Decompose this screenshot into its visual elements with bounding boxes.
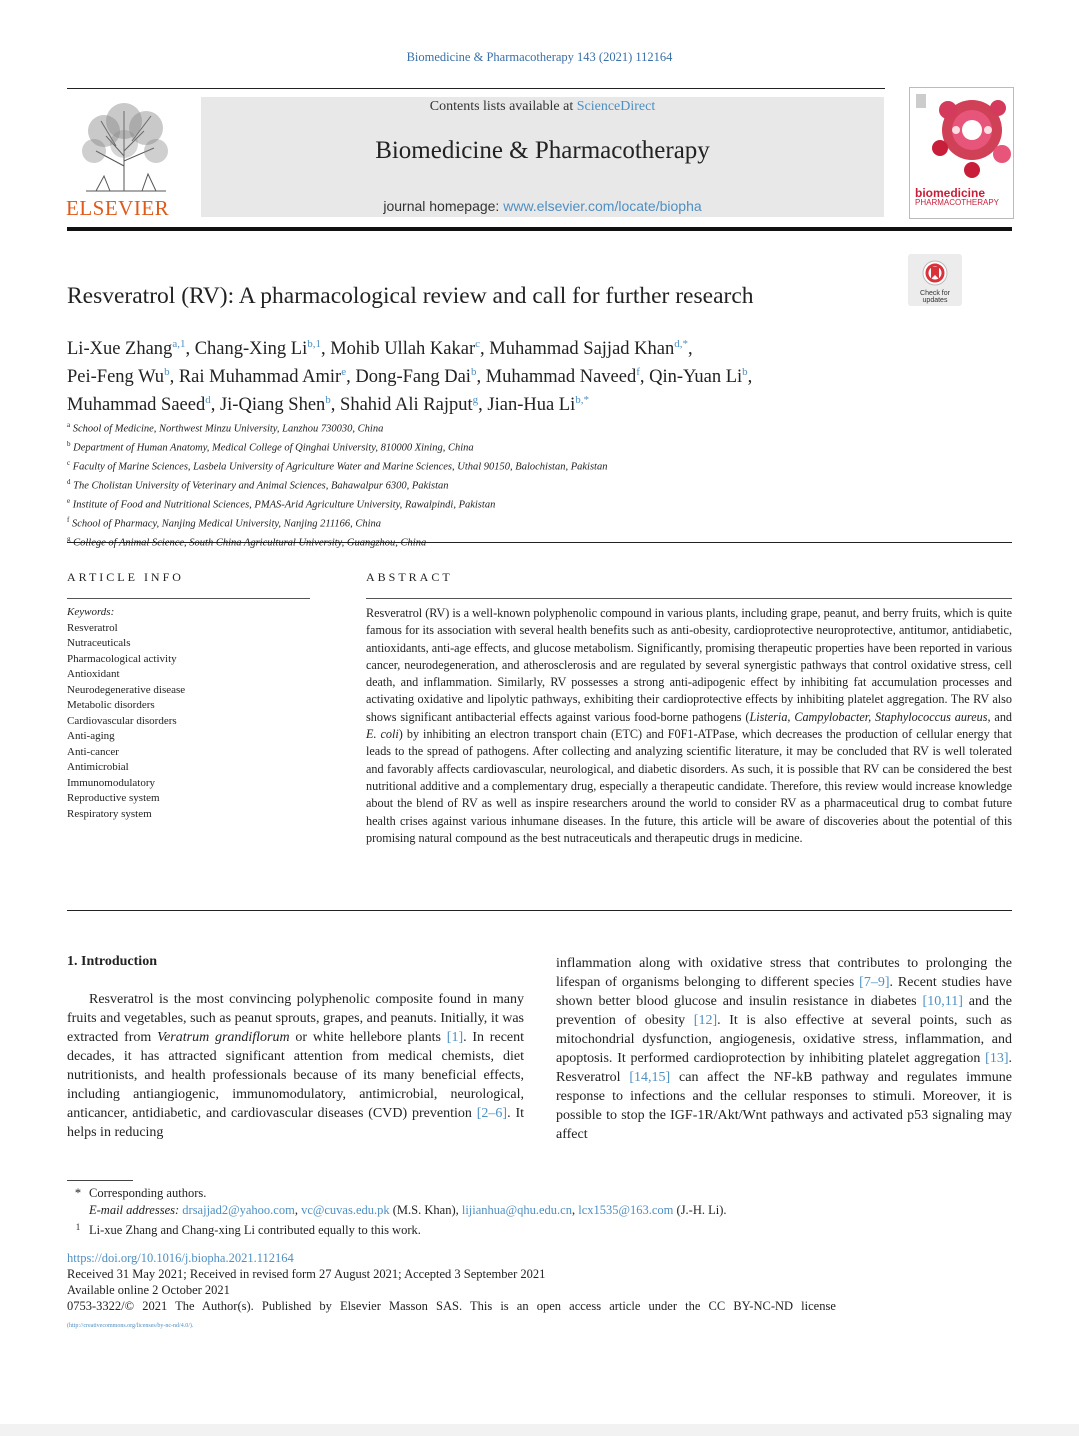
affiliation-key: g — [67, 535, 71, 543]
affiliation-key: e — [67, 497, 71, 505]
journal-cover[interactable] — [909, 87, 1014, 219]
author-affiliation-marker[interactable]: b — [470, 366, 477, 378]
author-line-3 — [67, 389, 752, 417]
keyword-item: Anti-aging — [67, 730, 115, 742]
citation-link[interactable]: [7–9] — [859, 975, 890, 990]
article-info-rule — [67, 598, 310, 599]
elsevier-tree-icon — [66, 96, 184, 196]
author-affiliation-marker[interactable]: b — [325, 394, 331, 406]
author-name[interactable]: Chang-Xing Li — [194, 339, 308, 359]
affiliation-item — [67, 418, 607, 437]
keyword-item: Cardiovascular disorders — [67, 714, 177, 727]
author-name[interactable]: Qin-Yuan Li — [649, 367, 743, 387]
author-affiliation-marker[interactable]: g — [472, 394, 479, 406]
citation-link[interactable]: [10,11] — [922, 994, 963, 1009]
citation-link[interactable]: [12] — [693, 1013, 718, 1028]
homepage-link[interactable]: www.elsevier.com/locate/biopha — [503, 198, 702, 214]
cover-art-icon — [910, 88, 1013, 188]
author-separator: , — [185, 339, 195, 359]
affiliation-text: School of Medicine, Northwest Minzu University, Lanzhou 730030, China — [72, 423, 384, 435]
affiliation-text: Institute of Food and Nutritional Sciences, PMAS-Arid Agriculture University, Rawalpindi, Pakistan — [72, 499, 496, 511]
author-separator: , — [330, 395, 341, 415]
author-line-2 — [67, 361, 752, 389]
license-line: 0753-3322/© 2021 The Author(s). Published by Elsevier Masson SAS. This is an open access article under the CC BY-NC-ND license — [67, 1299, 836, 1313]
author-affiliation-marker[interactable]: b — [742, 366, 748, 378]
affiliation-item — [67, 475, 607, 494]
abstract-heading: ABSTRACT — [366, 570, 453, 584]
cover-subtitle: PHARMACOTHERAPY — [915, 198, 1000, 207]
publication-info — [67, 1250, 836, 1314]
author-separator: , — [480, 339, 490, 359]
citation-link[interactable]: [1] — [446, 1030, 464, 1045]
author-name[interactable]: Pei-Feng Wu — [67, 367, 165, 387]
abstract-rule — [366, 598, 1012, 599]
article-info-heading: ARTICLE INFO — [67, 570, 184, 584]
publisher-name: ELSEVIER — [66, 196, 170, 220]
author-name[interactable]: Muhammad Saeed — [67, 395, 206, 415]
affiliation-text: Department of Human Anatomy, Medical College of Qinghai University, 810000 Xining, China — [73, 442, 474, 454]
sciencedirect-link[interactable]: ScienceDirect — [576, 99, 656, 114]
elsevier-logo[interactable] — [66, 96, 184, 220]
author-name[interactable]: Ji-Qiang Shen — [219, 395, 326, 415]
author-affiliation-marker[interactable]: d — [205, 394, 211, 406]
email-link[interactable]: lcx1535@163.com — [578, 1203, 674, 1217]
author-affiliation-marker[interactable]: f — [636, 366, 640, 378]
keyword-item: Immunomodulatory — [67, 776, 155, 789]
keyword-item: Resveratrol — [67, 621, 118, 634]
received-dates: Received 31 May 2021; Received in revised form 27 August 2021; Accepted 3 September 2021 — [67, 1267, 546, 1281]
author-separator: , — [687, 339, 693, 359]
email-footnote: E-mail addresses: drsajjad2@yahoo.com, vc@cuvas.edu.pk (M.S. Khan), lijianhua@qhu.edu.cn, lcx1535@163.com (J.-H. Li). — [89, 1203, 727, 1217]
intro-column-1: Resveratrol is the most convincing polyphenolic composite found in many fruits and vegetables, such as peanut sprouts, grapes, and peanuts. Initially, it was extracted from Veratrum grandiflorum or white hellebore plants [1]. In recent decades, it has attracted significant attention from medical chemists, diet nutritionists, and health professionals because of its many beneficial effects, including antiangiogenic, immunomodulatory, antimicrobial, neurological, anticancer, antidiabetic, and cardiovascular diseases (CVD) prevention [2–6]. It helps in reducing — [67, 992, 525, 1140]
affiliation-key: c — [67, 459, 71, 467]
author-affiliation-marker[interactable]: a,1 — [172, 338, 186, 350]
author-name[interactable]: Muhammad Naveed — [485, 367, 637, 387]
article-title: Resveratrol (RV): A pharmacological review and call for further research — [67, 283, 754, 309]
author-name[interactable]: Jian-Hua Li — [487, 395, 576, 415]
affiliation-item — [67, 494, 607, 513]
check-updates-label: Check for updates — [920, 290, 950, 304]
equal-contribution-footnote: 1 Li-xue Zhang and Chang-xing Li contributed equally to this work. — [75, 1222, 421, 1237]
keywords-list — [67, 605, 185, 822]
author-separator: , — [476, 367, 486, 387]
author-separator: , — [639, 367, 650, 387]
affiliation-key: a — [67, 421, 71, 429]
author-name[interactable]: Muhammad Sajjad Khan — [489, 339, 675, 359]
author-name[interactable]: Mohib Ullah Kakar — [330, 339, 476, 359]
header-rule — [67, 88, 885, 89]
author-affiliation-marker[interactable]: b — [164, 366, 170, 378]
affiliation-text: The Cholistan University of Veterinary and Animal Sciences, Bahawalpur 6300, Pakistan — [73, 480, 449, 492]
homepage-line: journal homepage: www.elsevier.com/locate/biopha — [383, 198, 702, 214]
citation-link[interactable]: [13] — [985, 1051, 1009, 1066]
affiliation-text: Faculty of Marine Sciences, Lasbela University of Agriculture Water and Marine Sciences, Uthal 90150, Balochistan, Pakistan — [72, 461, 608, 473]
keywords-label: Keywords: — [67, 606, 115, 618]
affiliation-list — [67, 418, 607, 551]
check-updates-icon — [920, 258, 950, 288]
available-online: Available online 2 October 2021 — [67, 1283, 230, 1297]
author-separator: , — [210, 395, 220, 415]
affiliation-text: College of Animal Science, South China Agricultural University, Guangzhou, China — [73, 537, 427, 549]
affiliation-item — [67, 437, 607, 456]
author-separator: , — [747, 367, 753, 387]
keyword-item: Reproductive system — [67, 792, 160, 804]
header-thick-rule — [67, 227, 1012, 231]
corresponding-footnote: * Corresponding authors. — [74, 1186, 207, 1200]
author-name[interactable]: Dong-Fang Dai — [355, 367, 471, 387]
abstract-text: Resveratrol (RV) is a well-known polyphenolic compound in various plants, including grape, peanut, and berry fruits, which is quite famous for its association with several health benefits such as anti-obesity, cardioprotective neuroprotective, antitumor, antidiabetic, antioxidants, anti-age effects, and glucose metabolism. Significantly, promising therapeutic properties have been reported in various cancer, neurodegeneration, and atherosclerosis and are regulated by several synergistic pathways that control oxidative stress, cell death, and inflammation. Similarly, RV possesses a strong anti-adipogenic effect by inhibiting fat accumulation processes and activating oxidative and lipolytic pathways, exhibiting their cardioprotective effects by inhibiting platelet aggregation. The RV also shows significant antibacterial effects against various food-borne pathogens (Listeria, Campylobacter, Staphylococcus aureus, and E. coli) by inhibiting an electron transport chain (ETC) and F0F1-ATPase, which decreases the production of cellular energy that leads to the spread of pathogens. After collecting and analyzing scientific literature, it may be concluded that RV is well tolerated and favorably affects cardiovascular, neurological, and diabetic disorders. As such, it is possible that RV can be considered the best nutritional additive and a complementary drug, especially a therapeutic candidate. Therefore, this review would increase knowledge about the blend of RV as well as inspire researchers around the world to consider RV as a pharmaceutical drug to combat future health crises against various inhumane diseases. In the future, this article will be aware of discoveries about the potential of this promising natural compound as the best nutraceuticals and therapeutic drugs in medicine. — [366, 606, 1013, 845]
intro-column-2: inflammation along with oxidative stress that contributes to prolonging the lifespan of organisms belonging to different species [7–9]. Recent studies have shown better blood glucose and insulin resistance in diabetes [10,11] and the prevention of obesity [12]. It is also effective at several points, such as mitochondrial dysfunction, angiogenesis, oxidative stress, inflammation, and apoptosis. It performed cardioprotection by inhibiting platelet aggregation [13]. Resveratrol [14,15] can affect the NF-kB pathway and regulates immune response to infections and the cellular responses to stimuli. Moreover, it is possible to stop the IGF-1R/Akt/Wnt pathways and activated p53 signaling may affect — [556, 956, 1013, 1142]
author-affiliation-marker[interactable]: c — [475, 338, 481, 350]
footnote-rule — [67, 1180, 133, 1181]
keyword-item: Anti-cancer — [67, 745, 119, 758]
introduction-heading: 1. Introduction — [67, 954, 157, 969]
section-rule — [67, 542, 1012, 543]
author-separator: , — [169, 367, 179, 387]
contents-line: Contents lists available at ScienceDirect — [429, 99, 656, 114]
keyword-item: Neurodegenerative disease — [67, 683, 186, 696]
keyword-item: Antioxidant — [67, 668, 120, 680]
affiliation-key: f — [67, 516, 70, 524]
citation-link[interactable]: [2–6] — [476, 1106, 508, 1121]
bottom-bar — [0, 1424, 1079, 1436]
author-affiliation-marker[interactable]: e — [341, 366, 347, 378]
journal-reference[interactable]: Biomedicine & Pharmacotherapy 143 (2021) 112164 — [406, 50, 673, 64]
author-name[interactable]: Shahid Ali Rajput — [340, 395, 473, 415]
author-separator: , — [320, 339, 331, 359]
license-url[interactable]: (http://creativecommons.org/licenses/by-nc-nd/4.0/). — [67, 1323, 194, 1329]
keyword-item: Antimicrobial — [67, 761, 129, 773]
email-link[interactable]: vc@cuvas.edu.pk — [301, 1203, 390, 1217]
keyword-item: Respiratory system — [67, 807, 152, 820]
author-list — [67, 333, 752, 417]
affiliation-text: School of Pharmacy, Nanjing Medical University, Nanjing 211166, China — [71, 518, 382, 530]
author-line-1 — [67, 333, 752, 361]
affiliation-item — [67, 513, 607, 532]
author-name[interactable]: Rai Muhammad Amir — [178, 367, 342, 387]
journal-name: Biomedicine & Pharmacotherapy — [375, 137, 710, 164]
email-link[interactable]: lijianhua@qhu.edu.cn — [461, 1203, 572, 1217]
author-affiliation-marker[interactable]: d,* — [674, 338, 688, 350]
journal-banner — [201, 97, 884, 217]
cover-title: biomedicine — [915, 186, 986, 200]
keyword-item: Metabolic disorders — [67, 699, 155, 711]
author-separator: , — [478, 395, 488, 415]
keyword-item: Nutraceuticals — [67, 637, 131, 649]
author-affiliation-marker[interactable]: b,1 — [307, 338, 321, 350]
doi-link[interactable]: https://doi.org/10.1016/j.biopha.2021.112164 — [67, 1251, 294, 1265]
email-link[interactable]: drsajjad2@yahoo.com — [182, 1203, 295, 1217]
affiliation-item — [67, 456, 607, 475]
citation-link[interactable]: [14,15] — [629, 1070, 671, 1085]
check-for-updates-button[interactable] — [908, 254, 962, 306]
author-name[interactable]: Li-Xue Zhang — [67, 339, 173, 359]
abstract-end-rule — [67, 910, 1012, 911]
keyword-item: Pharmacological activity — [67, 652, 177, 665]
affiliation-key: d — [67, 478, 71, 486]
author-separator: , — [346, 367, 356, 387]
affiliation-key: b — [67, 440, 71, 448]
author-affiliation-marker[interactable]: b,* — [575, 394, 589, 406]
